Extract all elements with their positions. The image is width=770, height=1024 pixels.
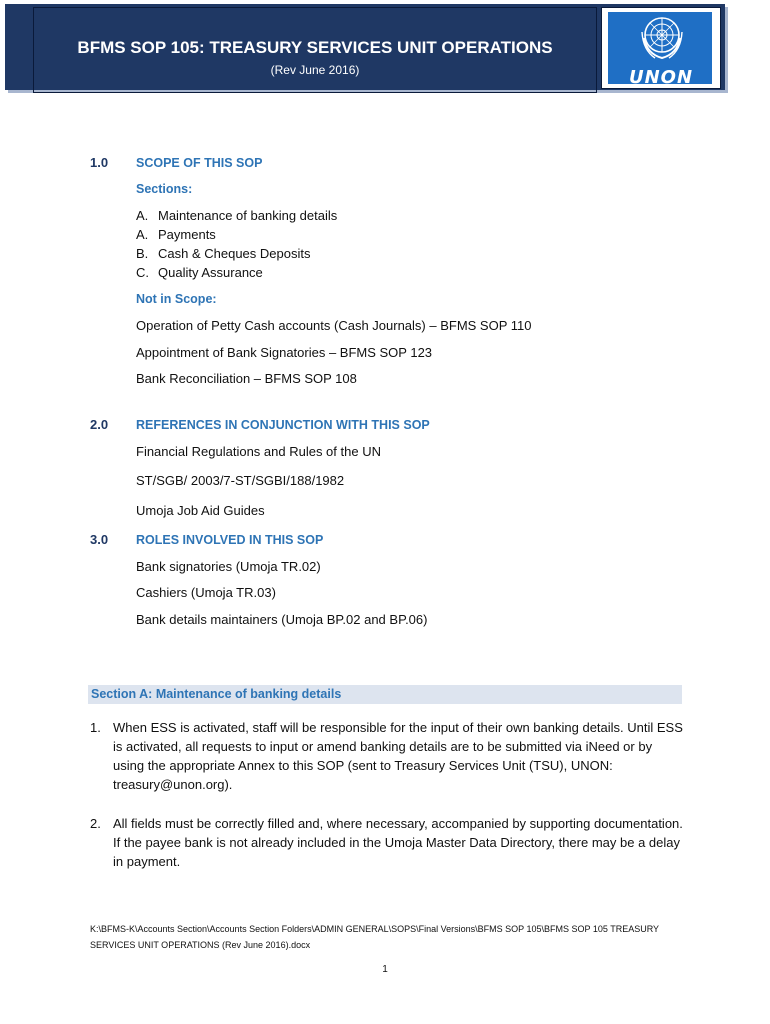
list-item-text: When ESS is activated, staff will be responsible for the input of their own banking details. Until ESS is activated, all requests to input or amend banking details are to be submitted via iNeed or by using the appropriate Annex to this SOP (sent to Treasury Services Unit (TSU), UNON: treasury@unon.org). (113, 720, 683, 792)
page-number: 1 (382, 964, 388, 975)
scope-section-letter: A. (136, 208, 149, 223)
reference-item: Umoja Job Aid Guides (136, 503, 265, 518)
scope-section-letter: C. (136, 265, 149, 280)
list-item-number: 2. (90, 816, 101, 831)
role-item: Bank signatories (Umoja TR.02) (136, 559, 321, 574)
header-banner (5, 4, 725, 90)
role-item: Cashiers (Umoja TR.03) (136, 585, 276, 600)
scope-section-letter: A. (136, 227, 149, 242)
footer-file-path: K:\BFMS-K\Accounts Section\Accounts Section Folders\ADMIN GENERAL\SOPS\Final Versions\BFMS SOP 105\BFMS SOP 105 TREASURY SERVICES UNIT OPERATIONS (Rev June 2016).docx (90, 924, 659, 950)
section-a-title: Section A: Maintenance of banking details (91, 687, 342, 701)
sections-label: Sections: (136, 182, 193, 196)
scope-section-letter: B. (136, 246, 149, 261)
section-3-heading: ROLES INVOLVED IN THIS SOP (136, 533, 324, 547)
un-emblem-icon (641, 14, 683, 64)
not-in-scope-label: Not in Scope: (136, 292, 217, 306)
scope-section-text: Payments (158, 227, 216, 242)
logo-background (608, 12, 714, 88)
list-item-number: 1. (90, 720, 101, 735)
section-1-heading: SCOPE OF THIS SOP (136, 156, 263, 170)
unon-logo (601, 7, 721, 89)
section-2-number: 2.0 (90, 417, 109, 432)
section-1-number: 1.0 (90, 155, 109, 170)
section-a-heading-bar (88, 685, 682, 704)
reference-item: ST/SGB/ 2003/7-ST/SGBI/188/1982 (136, 473, 345, 488)
role-item: Bank details maintainers (Umoja BP.02 and BP.06) (136, 612, 428, 627)
reference-item: Financial Regulations and Rules of the UN (136, 444, 381, 459)
section-2-heading: REFERENCES IN CONJUNCTION WITH THIS SOP (136, 418, 430, 432)
not-in-scope-item: Bank Reconciliation – BFMS SOP 108 (136, 371, 357, 386)
scope-section-text: Quality Assurance (158, 265, 263, 280)
logo-text: UNON (628, 67, 694, 88)
scope-section-text: Maintenance of banking details (158, 208, 338, 223)
header-title-box (33, 7, 597, 93)
not-in-scope-item: Operation of Petty Cash accounts (Cash Journals) – BFMS SOP 110 (136, 318, 532, 333)
list-item-text: All fields must be correctly filled and, where necessary, accompanied by supporting documentation. If the payee bank is not already included in the Umoja Master Data Directory, there may be a delay in payment. (113, 816, 683, 869)
scope-section-text: Cash & Cheques Deposits (158, 246, 311, 261)
document-subtitle: (Rev June 2016) (270, 63, 360, 77)
not-in-scope-item: Appointment of Bank Signatories – BFMS SOP 123 (136, 345, 433, 360)
logo-divider (712, 12, 714, 84)
document-title: BFMS SOP 105: TREASURY SERVICES UNIT OPERATIONS (77, 38, 553, 57)
section-3-number: 3.0 (90, 532, 109, 547)
